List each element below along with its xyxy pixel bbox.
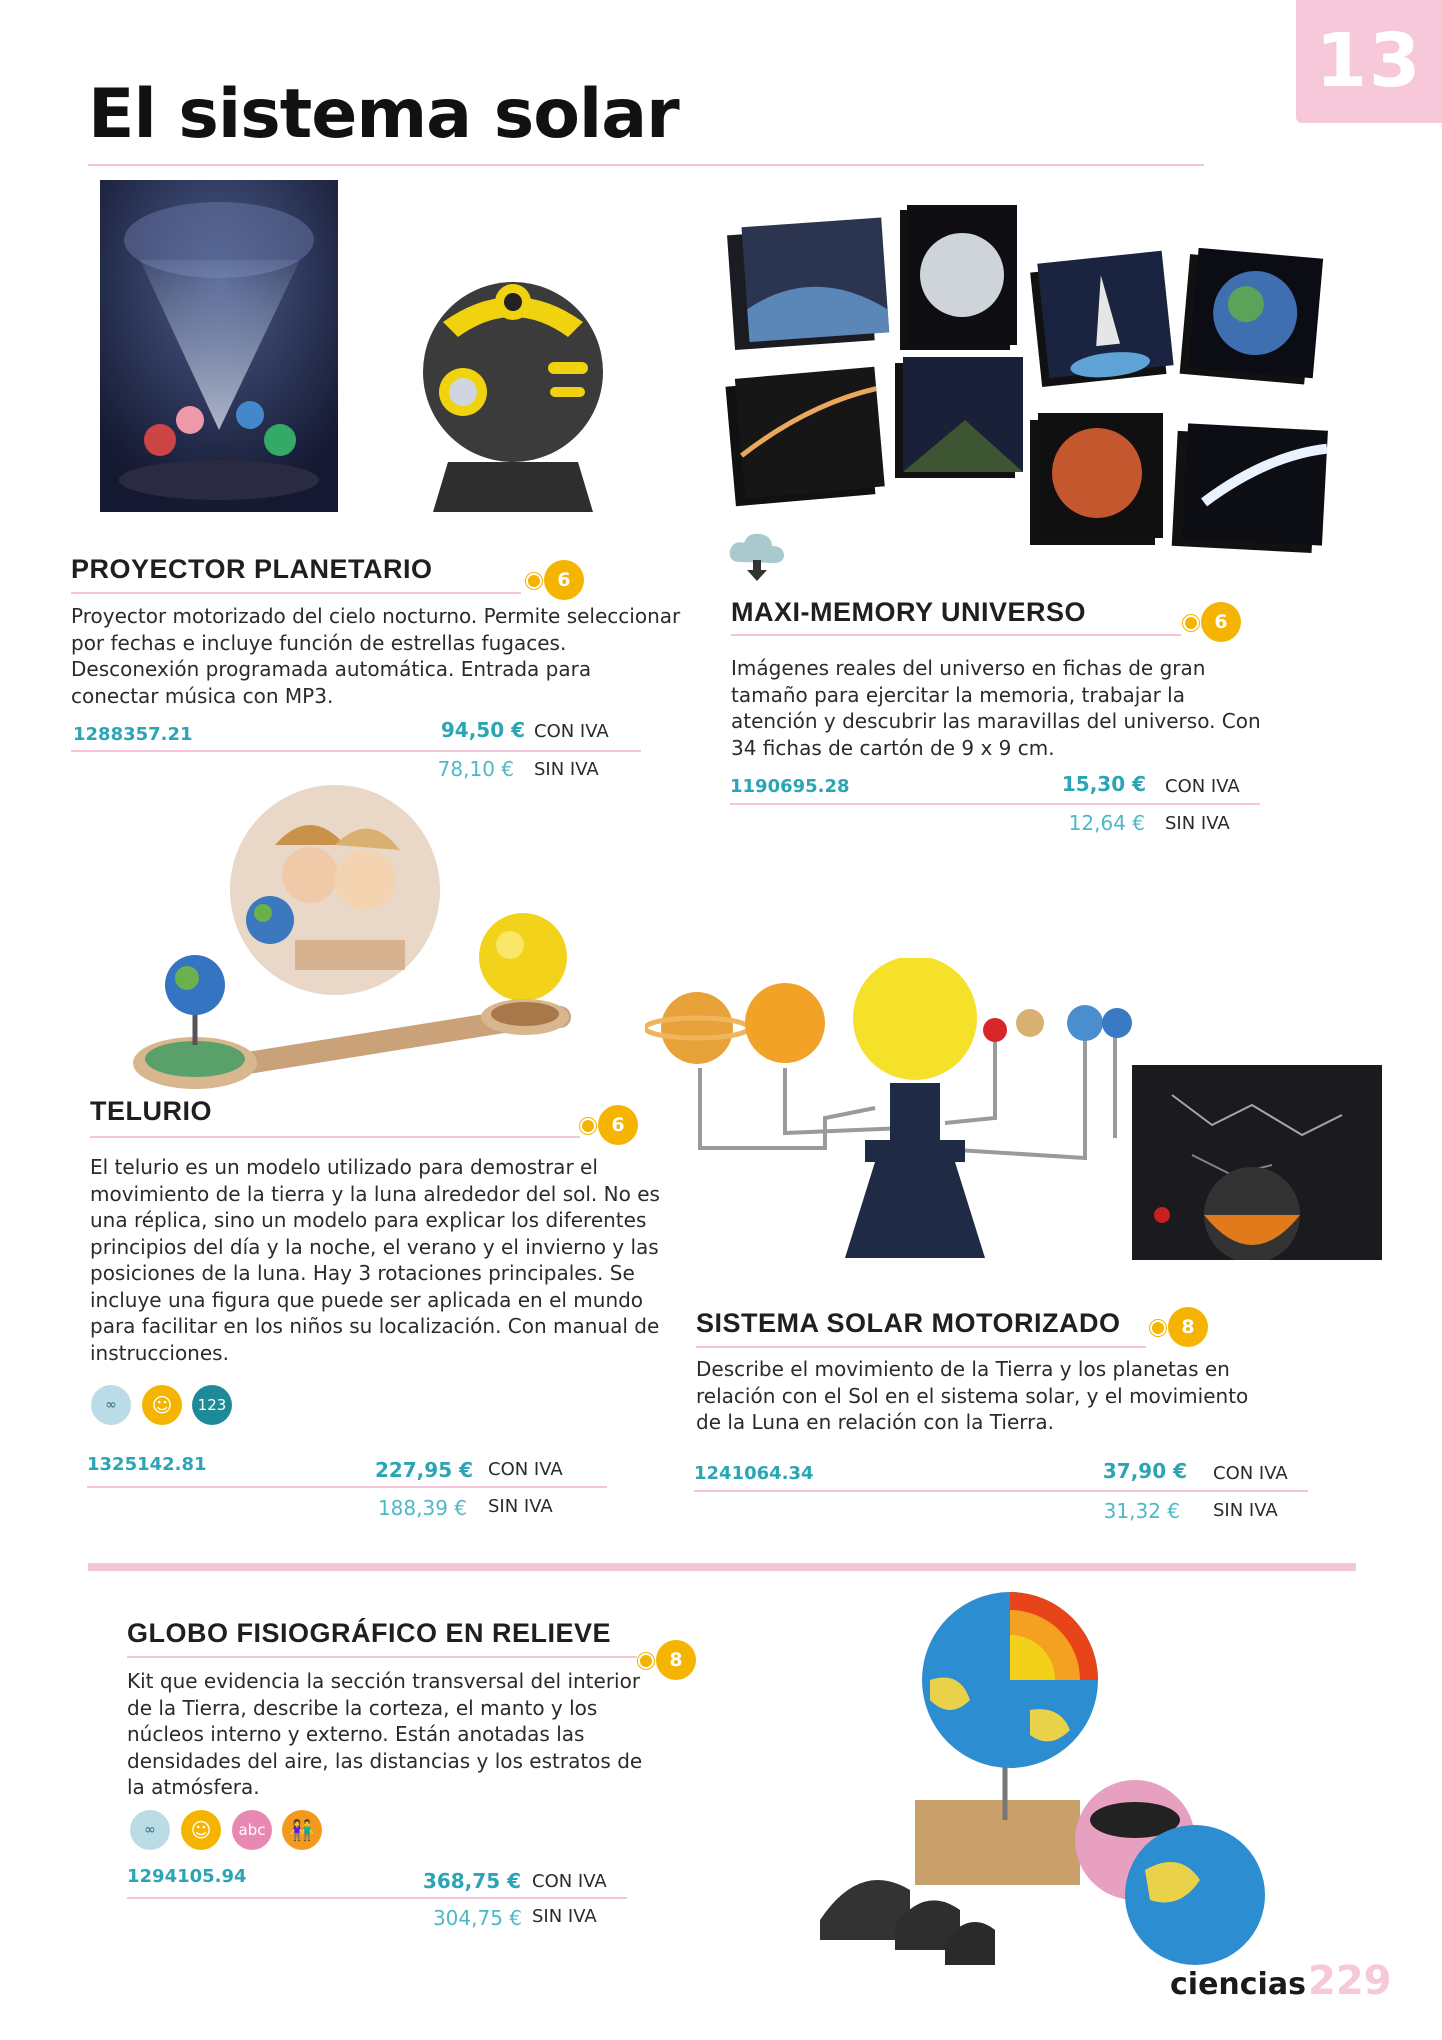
product-description: Describe el movimiento de la Tierra y los planetas en relación con el Sol en el sistema solar, y el movimiento de la Luna en relación con la Tierra. bbox=[696, 1357, 1249, 1434]
age-value: 8 bbox=[669, 1649, 683, 1671]
product-reference: 1294105.94 bbox=[127, 1866, 247, 1887]
product-name: TELURIO bbox=[90, 1096, 212, 1126]
name-divider bbox=[696, 1346, 1146, 1348]
footer-section-label: ciencias bbox=[1170, 1967, 1306, 2002]
figure-icon: ☺ bbox=[181, 1810, 221, 1850]
price-with-vat: 227,95 € bbox=[374, 1458, 473, 1482]
price-without-vat: 31,32 € bbox=[1103, 1499, 1180, 1523]
chapter-number: 13 bbox=[1315, 18, 1423, 104]
age-badge bbox=[526, 560, 592, 600]
product-description: Proyector motorizado del cielo nocturno. Permite seleccionar por fechas e incluye función de estrellas fugaces. Desconexión programada automática. Entrada para conectar música con MP3. bbox=[71, 604, 681, 708]
price-with-vat: 15,30 € bbox=[1061, 772, 1146, 796]
planetarium-photo bbox=[100, 180, 338, 512]
price-without-vat: 78,10 € bbox=[437, 757, 514, 781]
with-vat-label: CON IVA bbox=[1213, 1463, 1288, 1484]
age-badge bbox=[580, 1105, 646, 1145]
price-divider bbox=[71, 750, 641, 752]
product-description: Kit que evidencia la sección transversal del interior de la Tierra, describe la corteza, el manto y los núcleos interno y externo. Están anotadas las densidades del aire, las distancias y los estratos de la atmósfera. bbox=[127, 1669, 643, 1799]
numbers-icon-label: 123 bbox=[197, 1396, 227, 1414]
product-reference: 1190695.28 bbox=[730, 776, 850, 797]
with-vat-label: CON IVA bbox=[534, 721, 609, 742]
product-name: MAXI-MEMORY UNIVERSO bbox=[731, 597, 1087, 627]
figure-icon: ☺ bbox=[142, 1385, 182, 1425]
people-icon: 👫 bbox=[282, 1810, 322, 1850]
without-vat-label: SIN IVA bbox=[532, 1906, 597, 1927]
age-value: 6 bbox=[611, 1114, 625, 1136]
earth-cross-section-globe-photo bbox=[800, 1590, 1270, 1975]
product-description: El telurio es un modelo utilizado para demostrar el movimiento de la tierra y la luna alrededor del sol. No es una réplica, sino un modelo para explicar los diferentes principios del día y la noche, el verano y el invierno y las posiciones de la luna. Hay 3 rotaciones principales. Se incluye una figura que puede ser aplicada en el mundo para facilitar en los niños su localización. Con manual de instrucciones. bbox=[90, 1155, 660, 1365]
age-badge bbox=[638, 1640, 704, 1680]
price-divider bbox=[730, 803, 1260, 805]
product-name: GLOBO FISIOGRÁFICO EN RELIEVE bbox=[127, 1618, 612, 1648]
product-reference: 1241064.34 bbox=[694, 1463, 814, 1484]
with-vat-label: CON IVA bbox=[488, 1459, 563, 1480]
without-vat-label: SIN IVA bbox=[1165, 813, 1230, 834]
orrery-night-photo bbox=[1132, 1065, 1382, 1260]
product-description: Imágenes reales del universo en fichas de gran tamaño para ejercitar la memoria, trabajar la atención y descubrir las maravillas del universo. Con 34 fichas de cartón de 9 x 9 cm. bbox=[731, 656, 1261, 760]
pattern-icon: ∞ bbox=[130, 1810, 170, 1850]
page-title: El sistema solar bbox=[88, 75, 679, 154]
orrery-photo bbox=[645, 958, 1145, 1268]
with-vat-label: CON IVA bbox=[532, 1871, 607, 1892]
numbers-icon bbox=[192, 1385, 232, 1425]
price-with-vat: 368,75 € bbox=[422, 1869, 521, 1893]
download-cloud-icon[interactable] bbox=[726, 530, 788, 582]
price-divider bbox=[87, 1486, 607, 1488]
price-with-vat: 94,50 € bbox=[440, 718, 525, 742]
name-divider bbox=[731, 634, 1181, 636]
price-without-vat: 304,75 € bbox=[432, 1906, 522, 1930]
product-reference: 1288357.21 bbox=[73, 724, 193, 745]
section-divider bbox=[88, 1563, 1356, 1571]
letters-icon-label: abc bbox=[238, 1821, 266, 1839]
name-divider bbox=[127, 1656, 637, 1658]
name-divider bbox=[71, 592, 521, 594]
price-without-vat: 12,64 € bbox=[1068, 811, 1145, 835]
memory-cards-photo bbox=[725, 205, 1335, 560]
title-divider bbox=[88, 164, 1204, 166]
age-value: 6 bbox=[557, 569, 571, 591]
product-name: SISTEMA SOLAR MOTORIZADO bbox=[696, 1308, 1121, 1338]
price-divider bbox=[127, 1897, 627, 1899]
price-with-vat: 37,90 € bbox=[1102, 1459, 1187, 1483]
with-vat-label: CON IVA bbox=[1165, 776, 1240, 797]
without-vat-label: SIN IVA bbox=[534, 759, 599, 780]
planetarium-projector-photo bbox=[418, 262, 608, 518]
without-vat-label: SIN IVA bbox=[488, 1496, 553, 1517]
chapter-tab bbox=[1296, 0, 1442, 123]
age-badge bbox=[1183, 602, 1249, 642]
product-reference: 1325142.81 bbox=[87, 1454, 207, 1475]
product-name: PROYECTOR PLANETARIO bbox=[71, 554, 433, 584]
name-divider bbox=[90, 1136, 580, 1138]
price-without-vat: 188,39 € bbox=[377, 1496, 467, 1520]
footer-page-number: 229 bbox=[1308, 1958, 1392, 2004]
letters-icon bbox=[232, 1810, 272, 1850]
without-vat-label: SIN IVA bbox=[1213, 1500, 1278, 1521]
price-divider bbox=[694, 1490, 1308, 1492]
age-value: 8 bbox=[1181, 1316, 1195, 1338]
age-badge bbox=[1150, 1307, 1216, 1347]
age-value: 6 bbox=[1214, 611, 1228, 633]
pattern-icon: ∞ bbox=[91, 1385, 131, 1425]
tellurion-photo bbox=[115, 785, 605, 1095]
